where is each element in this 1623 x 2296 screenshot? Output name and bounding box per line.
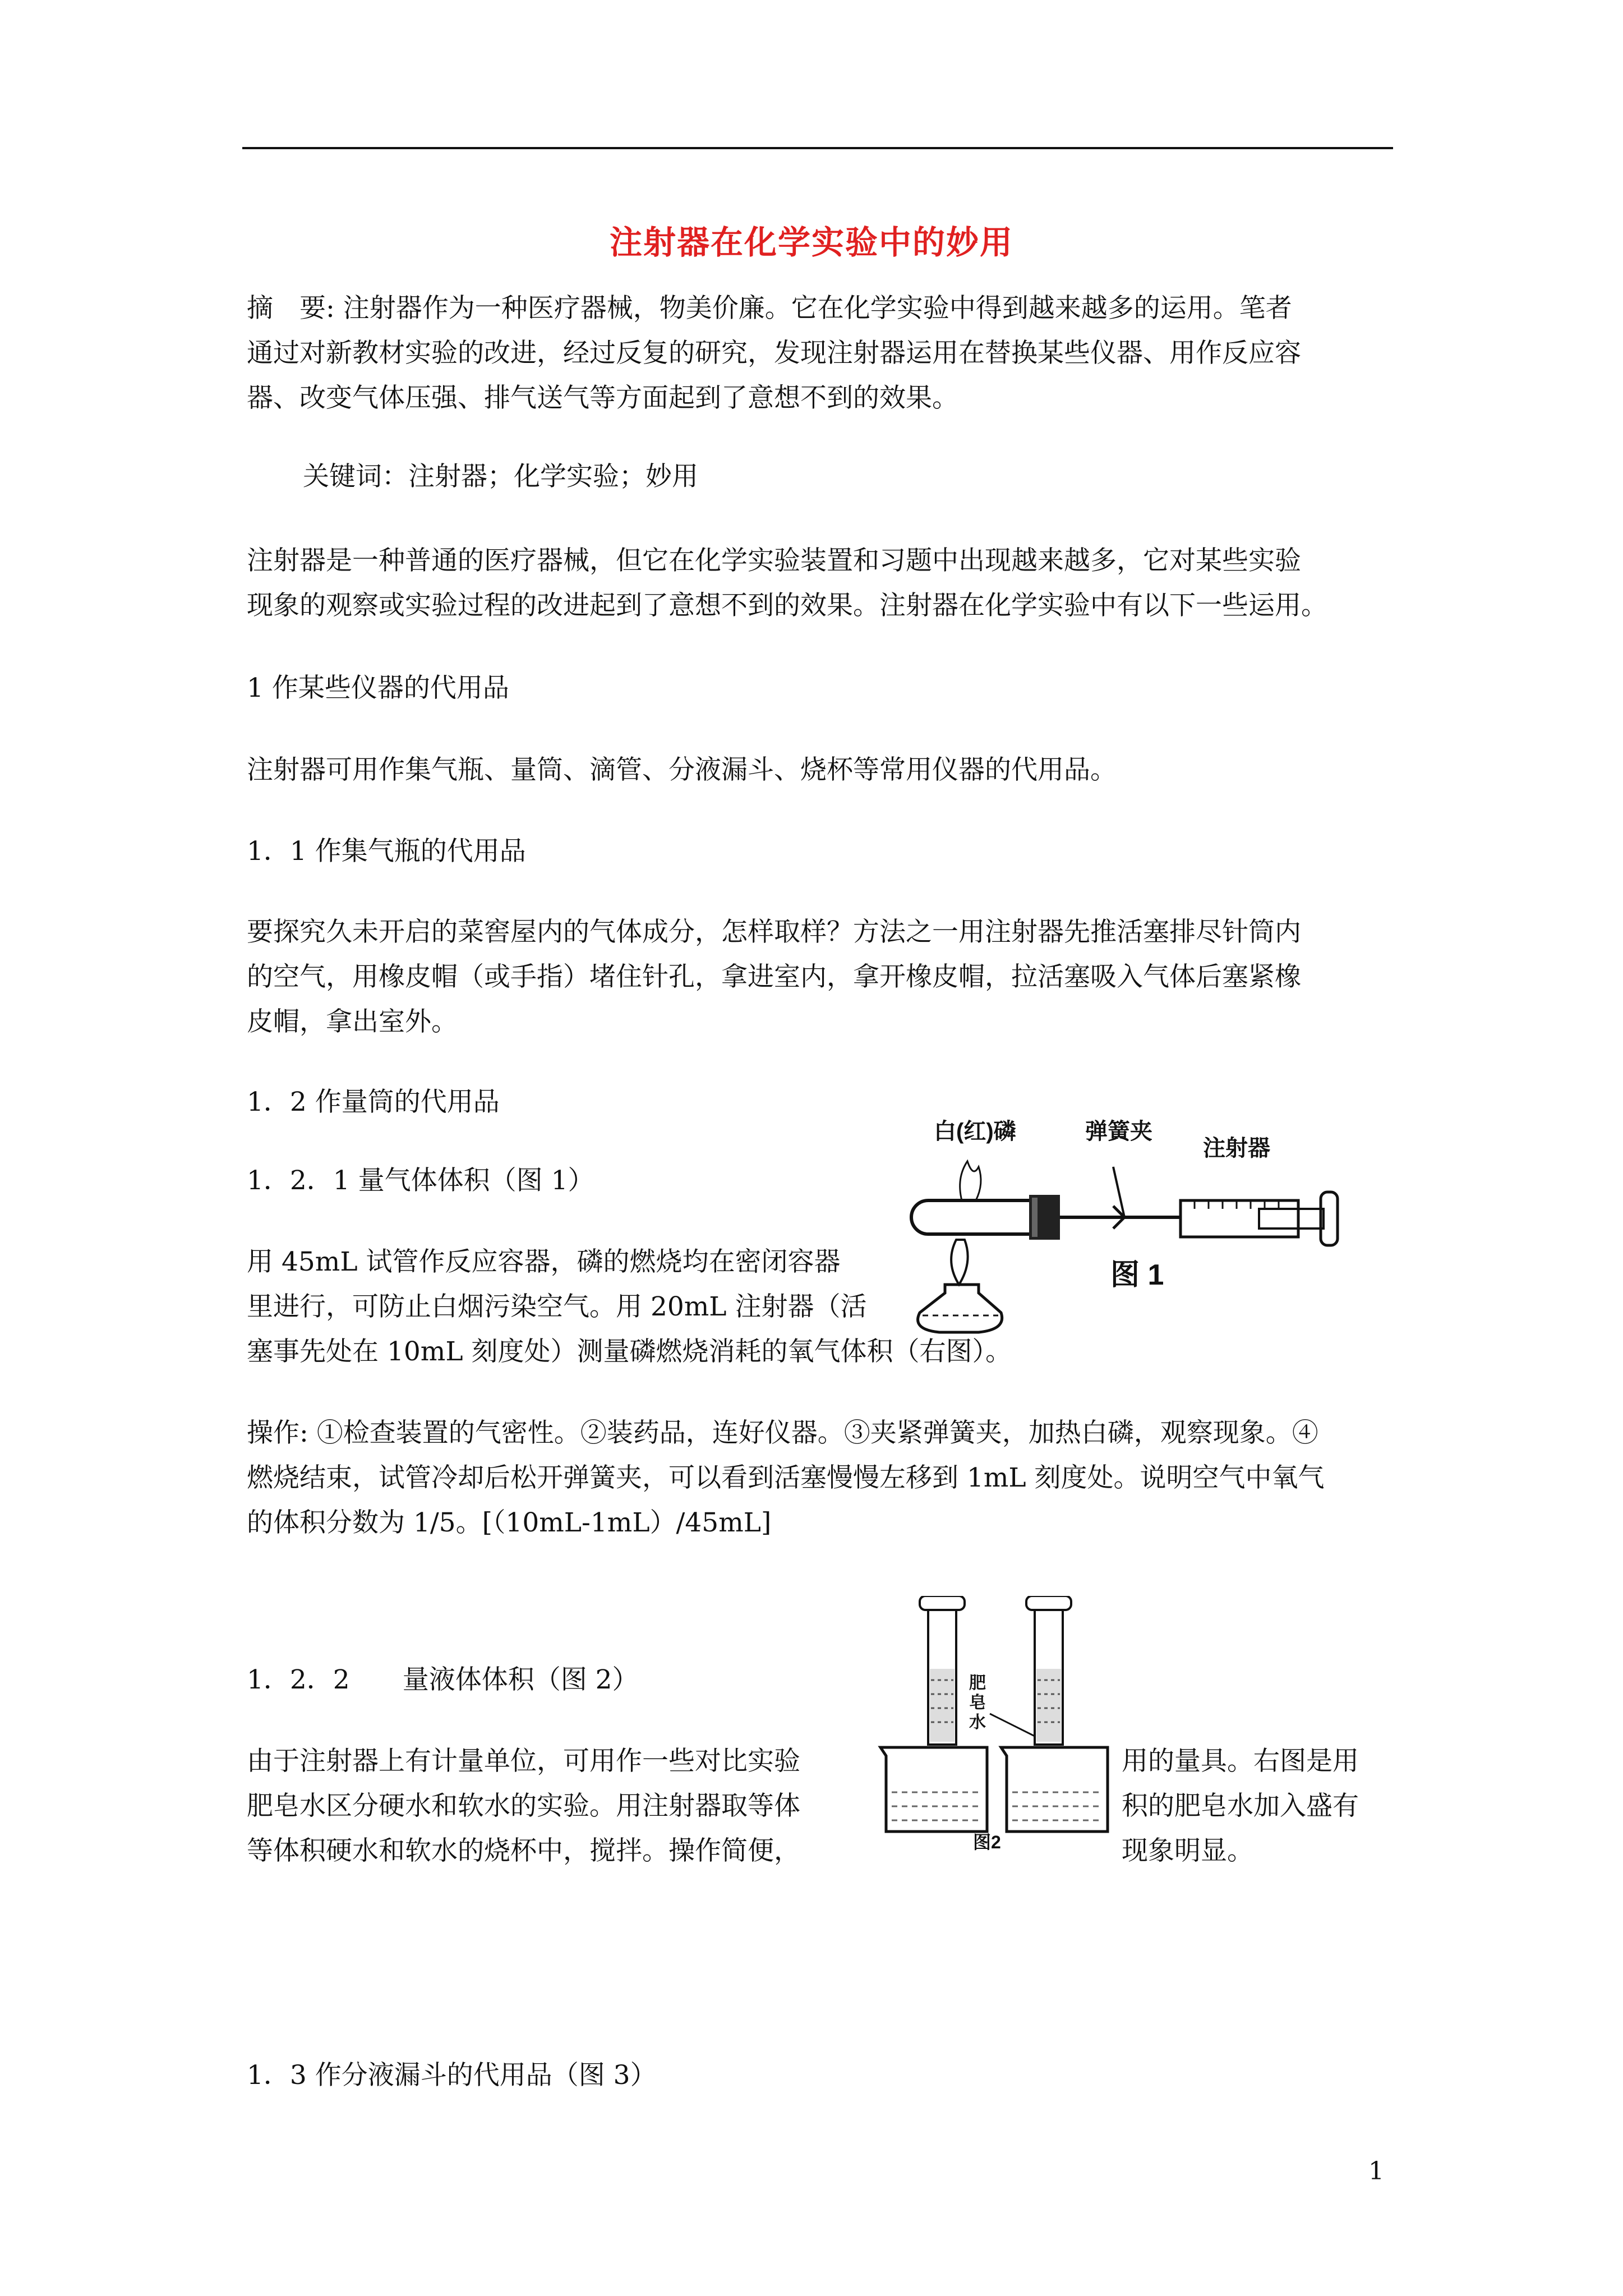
section-1-2-2-heading: 1．2．2 量液体体积（图 2） [247, 1664, 639, 1695]
operation-line-1: 操作: ①检查装置的气密性。②装药品，连好仪器。③夹紧弹簧夹，加热白磷，观察现象。④ [247, 1418, 1318, 1448]
section-1-text: 注射器可用作集气瓶、量筒、滴管、分液漏斗、烧杯等常用仪器的代用品。 [247, 754, 1117, 785]
section-1-2-1-line-2: 里进行，可防止白烟污染空气。用 20mL 注射器（活 [247, 1291, 867, 1322]
abstract-line-2: 通过对新教材实验的改进，经过反复的研究，发现注射器运用在替换某些仪器、用作反应容 [247, 338, 1301, 369]
section-1-2-heading: 1．2 作量筒的代用品 [247, 1087, 500, 1117]
figure-1-label-phosphorus: 白(红)磷 [934, 1119, 1016, 1144]
figure-1-label-syringe: 注射器 [1203, 1136, 1270, 1161]
flame-icon [960, 1161, 981, 1200]
right-beaker [1001, 1747, 1108, 1832]
section-1-3-heading: 1．3 作分液漏斗的代用品（图 3） [247, 2060, 657, 2091]
alcohol-lamp [918, 1285, 1002, 1332]
section-1-1-line-1: 要探究久未开启的菜窖屋内的气体成分，怎样取样？方法之一用注射器先推活塞排尽针筒内 [247, 917, 1301, 947]
figure-1-caption: 图 1 [1110, 1259, 1164, 1291]
section-1-2-2-right-line-3: 现象明显。 [1122, 1835, 1253, 1866]
section-1-2-1-heading: 1．2．1 量气体体积（图 1） [247, 1165, 594, 1196]
figure-1-label-clamp: 弹簧夹 [1085, 1119, 1152, 1144]
page-number: 1 [1368, 2157, 1384, 2185]
intro-line-2: 现象的观察或实验过程的改进起到了意想不到的效果。注射器在化学实验中有以下一些运用。 [247, 590, 1327, 621]
section-1-2-1-line-3: 塞事先处在 10mL 刻度处）测量磷燃烧消耗的氧气体积（右图）。 [247, 1336, 1012, 1367]
section-1-2-2-left-line-2: 肥皂水区分硬水和软水的实验。用注射器取等体 [247, 1791, 800, 1821]
abstract-line-3: 器、改变气体压强、排气送气等方面起到了意想不到的效果。 [247, 383, 958, 413]
figure-2-caption: 图2 [973, 1832, 1001, 1851]
left-beaker [880, 1747, 987, 1832]
figure-2-label-soap-3: 水 [969, 1713, 986, 1732]
document-title: 注射器在化学实验中的妙用 [609, 223, 1013, 261]
section-1-2-2-right-line-1: 用的量具。右图是用 [1122, 1746, 1359, 1777]
operation-line-2: 燃烧结束，试管冷却后松开弹簧夹，可以看到活塞慢慢左移到 1mL 刻度处。说明空气中氧气 [247, 1462, 1325, 1493]
section-1-heading: 1 作某些仪器的代用品 [247, 673, 509, 703]
section-1-2-2-right-line-2: 积的肥皂水加入盛有 [1122, 1791, 1359, 1821]
intro-line-1: 注射器是一种普通的医疗器械，但它在化学实验装置和习题中出现越来越多，它对某些实验 [247, 545, 1301, 576]
section-1-2-2-left-line-1: 由于注射器上有计量单位，可用作一些对比实验 [247, 1746, 800, 1777]
section-1-1-line-3: 皮帽，拿出室外。 [247, 1006, 458, 1037]
operation-line-3: 的体积分数为 1/5。[（10mL-1mL）/45mL] [247, 1507, 772, 1538]
figure-2-label-soap-1: 肥 [969, 1674, 986, 1692]
syringe-barrel [1181, 1200, 1298, 1237]
figure-2-label-soap-2: 皂 [969, 1694, 986, 1712]
section-1-2-1-line-1: 用 45mL 试管作反应容器，磷的燃烧均在密闭容器 [247, 1246, 841, 1277]
figure-2-apparatus [875, 1596, 1116, 1851]
test-tube-shape [911, 1200, 1032, 1234]
abstract-line-1: 摘 要: 注射器作为一种医疗器械，物美价廉。它在化学实验中得到越来越多的运用。笔者 [247, 293, 1292, 324]
section-1-1-heading: 1．1 作集气瓶的代用品 [247, 836, 526, 867]
header-rule [242, 147, 1393, 149]
figure-1-apparatus [889, 1099, 1354, 1335]
syringe-plunger [1259, 1209, 1324, 1228]
section-1-1-line-2: 的空气，用橡皮帽（或手指）堵住针孔，拿进室内，拿开橡皮帽，拉活塞吸入气体后塞紧橡 [247, 961, 1301, 992]
keywords: 关键词：注射器；化学实验；妙用 [303, 461, 698, 492]
section-1-2-2-left-line-3: 等体积硬水和软水的烧杯中，搅拌。操作简便， [247, 1835, 800, 1866]
